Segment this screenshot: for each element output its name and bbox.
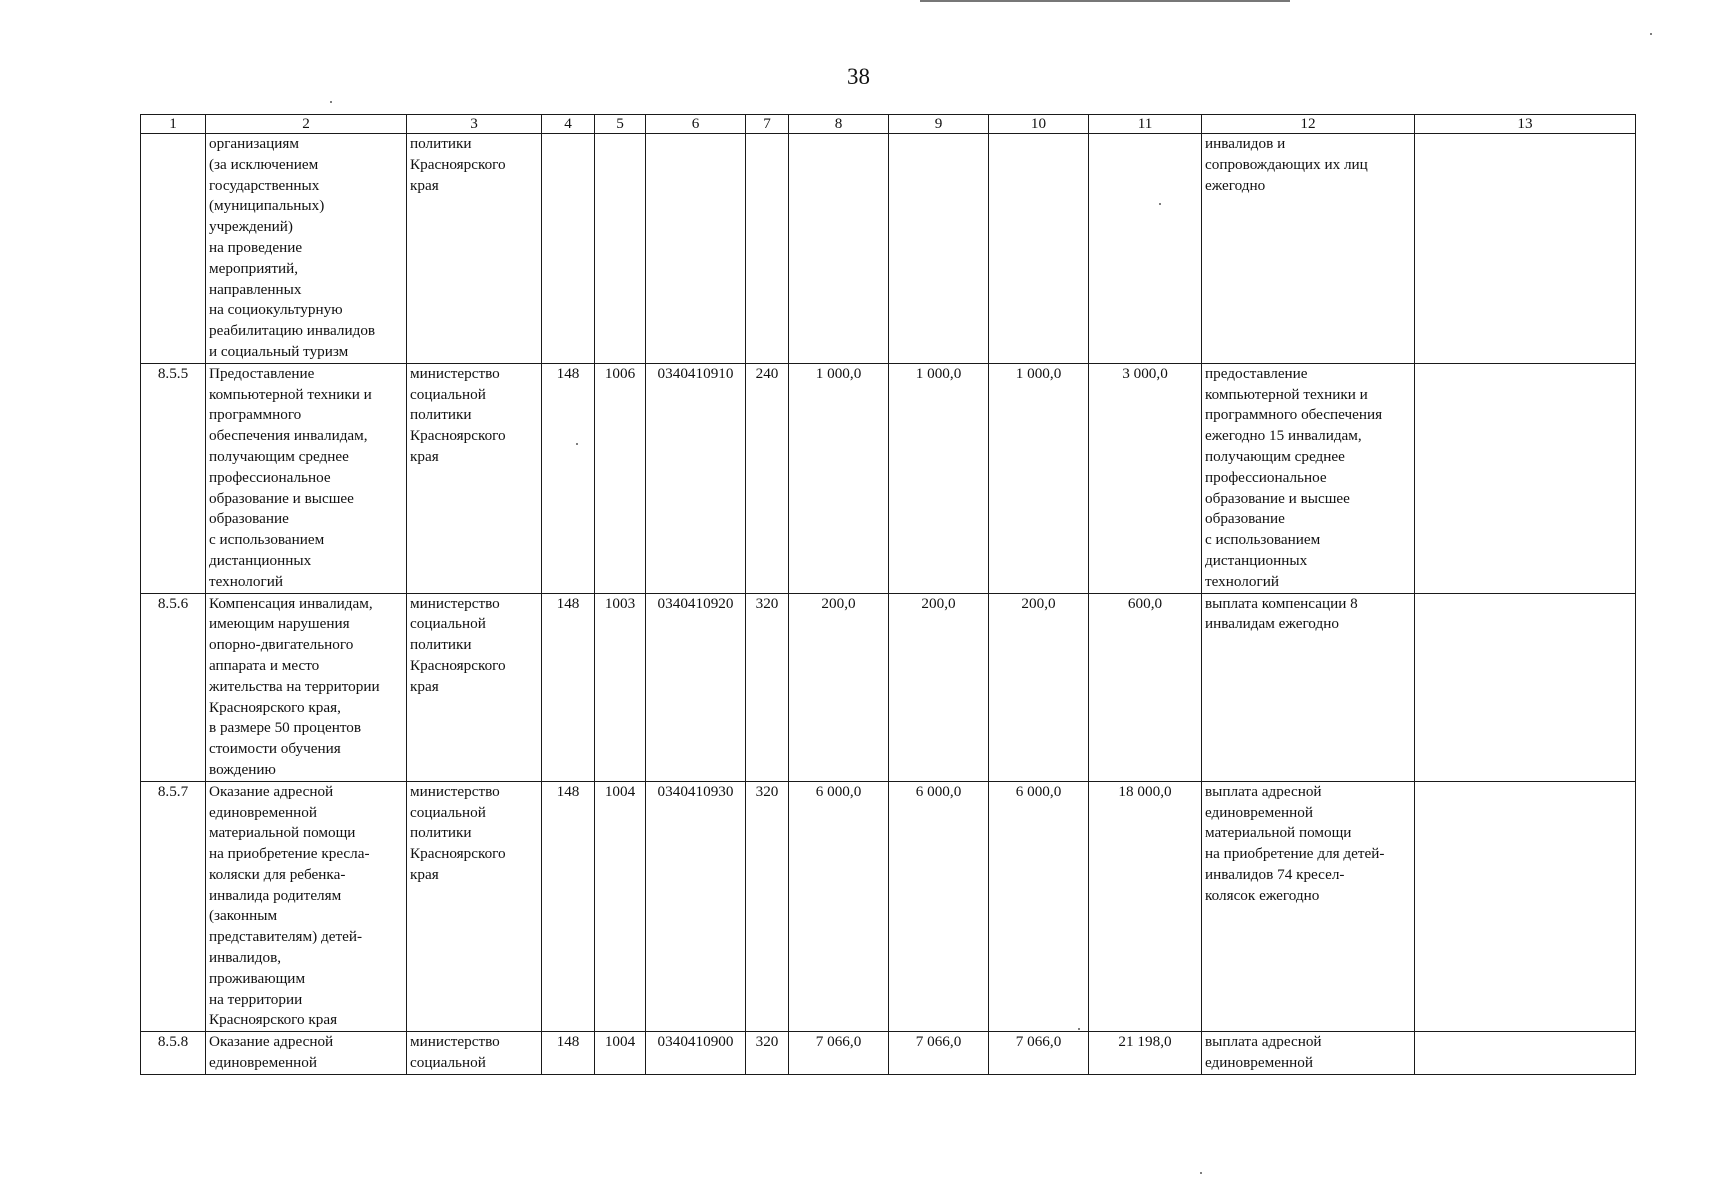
scan-artifact-line <box>920 0 1290 2</box>
expected-result-cell: выплата адресной единовременной материальной помощи на приобретение для детей- инвалидов 74 кресел- колясок ежегодно <box>1202 781 1415 1032</box>
row-number-cell: 8.5.8 <box>141 1032 206 1075</box>
amount-year3-cell: 6 000,0 <box>989 781 1089 1032</box>
column-number: 8 <box>789 115 889 134</box>
note-cell <box>1415 1032 1636 1075</box>
measure-name-cell: организациям (за исключением государственных (муниципальных) учреждений) на проведение мероприятий, направленных на социокультурную реабилитацию инвалидов и социальный туризм <box>206 134 407 364</box>
amount-year1-cell: 1 000,0 <box>789 363 889 593</box>
amount-year1-cell: 200,0 <box>789 593 889 781</box>
amount-year1-cell: 6 000,0 <box>789 781 889 1032</box>
budget-measures-table <box>140 114 1636 1075</box>
amount-year2-cell: 7 066,0 <box>889 1032 989 1075</box>
column-number: 13 <box>1415 115 1636 134</box>
column-number: 2 <box>206 115 407 134</box>
target-article-cell: 0340410930 <box>646 781 746 1032</box>
expense-type-cell <box>746 134 789 364</box>
amount-total-cell: 21 198,0 <box>1089 1032 1202 1075</box>
measure-name-cell: Предоставление компьютерной техники и программного обеспечения инвалидам, получающим среднее профессиональное образование и высшее образование с использованием дистанционных технологий <box>206 363 407 593</box>
executor-cell: политики Красноярского края <box>407 134 542 364</box>
section-code-cell: 1004 <box>595 781 646 1032</box>
row-number-cell: 8.5.7 <box>141 781 206 1032</box>
expected-result-cell: инвалидов и сопровождающих их лиц ежегодно <box>1202 134 1415 364</box>
measure-name-cell: Оказание адресной единовременной <box>206 1032 407 1075</box>
table-row <box>141 134 1636 364</box>
executor-cell: министерство социальной <box>407 1032 542 1075</box>
row-number-cell: 8.5.6 <box>141 593 206 781</box>
column-number: 12 <box>1202 115 1415 134</box>
target-article-cell: 0340410910 <box>646 363 746 593</box>
section-code-cell: 1004 <box>595 1032 646 1075</box>
measure-name-cell: Компенсация инвалидам, имеющим нарушения опорно-двигательного аппарата и место жительства на территории Красноярского края, в размере 50 процентов стоимости обучения вождению <box>206 593 407 781</box>
amount-year1-cell: 7 066,0 <box>789 1032 889 1075</box>
scan-speck <box>330 101 332 103</box>
column-number: 3 <box>407 115 542 134</box>
section-code-cell: 1006 <box>595 363 646 593</box>
amount-year3-cell: 200,0 <box>989 593 1089 781</box>
target-article-cell <box>646 134 746 364</box>
executor-cell: министерство социальной политики Красноярского края <box>407 363 542 593</box>
note-cell <box>1415 134 1636 364</box>
amount-year1-cell <box>789 134 889 364</box>
amount-total-cell: 18 000,0 <box>1089 781 1202 1032</box>
expense-type-cell: 320 <box>746 593 789 781</box>
expected-result-cell: выплата адресной единовременной <box>1202 1032 1415 1075</box>
amount-year2-cell: 1 000,0 <box>889 363 989 593</box>
column-number: 7 <box>746 115 789 134</box>
table-row <box>141 363 1636 593</box>
amount-total-cell: 600,0 <box>1089 593 1202 781</box>
amount-total-cell: 3 000,0 <box>1089 363 1202 593</box>
row-number-cell <box>141 134 206 364</box>
column-number: 11 <box>1089 115 1202 134</box>
scan-speck <box>1159 203 1161 205</box>
column-number-row <box>141 115 1636 134</box>
grbs-code-cell: 148 <box>542 593 595 781</box>
scan-speck <box>576 443 578 445</box>
note-cell <box>1415 781 1636 1032</box>
row-number-cell: 8.5.5 <box>141 363 206 593</box>
executor-cell: министерство социальной политики Красноярского края <box>407 593 542 781</box>
target-article-cell: 0340410900 <box>646 1032 746 1075</box>
table-row <box>141 781 1636 1032</box>
scan-speck <box>1200 1172 1202 1174</box>
note-cell <box>1415 593 1636 781</box>
page-number: 38 <box>847 64 870 89</box>
executor-cell: министерство социальной политики Красноярского края <box>407 781 542 1032</box>
column-number: 10 <box>989 115 1089 134</box>
column-number: 4 <box>542 115 595 134</box>
column-number: 9 <box>889 115 989 134</box>
section-code-cell: 1003 <box>595 593 646 781</box>
amount-year3-cell: 7 066,0 <box>989 1032 1089 1075</box>
measure-name-cell: Оказание адресной единовременной материальной помощи на приобретение кресла- коляски для ребенка- инвалида родителям (законным представителям) детей- инвалидов, проживающим на территории Красноярского края <box>206 781 407 1032</box>
amount-year2-cell: 200,0 <box>889 593 989 781</box>
amount-year2-cell <box>889 134 989 364</box>
amount-year3-cell <box>989 134 1089 364</box>
amount-year3-cell: 1 000,0 <box>989 363 1089 593</box>
column-number: 1 <box>141 115 206 134</box>
target-article-cell: 0340410920 <box>646 593 746 781</box>
table-row <box>141 1032 1636 1075</box>
expected-result-cell: выплата компенсации 8 инвалидам ежегодно <box>1202 593 1415 781</box>
section-code-cell <box>595 134 646 364</box>
expense-type-cell: 320 <box>746 1032 789 1075</box>
expected-result-cell: предоставление компьютерной техники и программного обеспечения ежегодно 15 инвалидам, получающим среднее профессиональное образование и высшее образование с использованием дистанционных технологий <box>1202 363 1415 593</box>
expense-type-cell: 320 <box>746 781 789 1032</box>
grbs-code-cell: 148 <box>542 781 595 1032</box>
grbs-code-cell <box>542 134 595 364</box>
table-row <box>141 593 1636 781</box>
column-number: 6 <box>646 115 746 134</box>
expense-type-cell: 240 <box>746 363 789 593</box>
grbs-code-cell: 148 <box>542 363 595 593</box>
grbs-code-cell: 148 <box>542 1032 595 1075</box>
scan-speck <box>1650 33 1652 35</box>
scan-speck <box>1078 1028 1080 1030</box>
amount-year2-cell: 6 000,0 <box>889 781 989 1032</box>
amount-total-cell <box>1089 134 1202 364</box>
note-cell <box>1415 363 1636 593</box>
column-number: 5 <box>595 115 646 134</box>
